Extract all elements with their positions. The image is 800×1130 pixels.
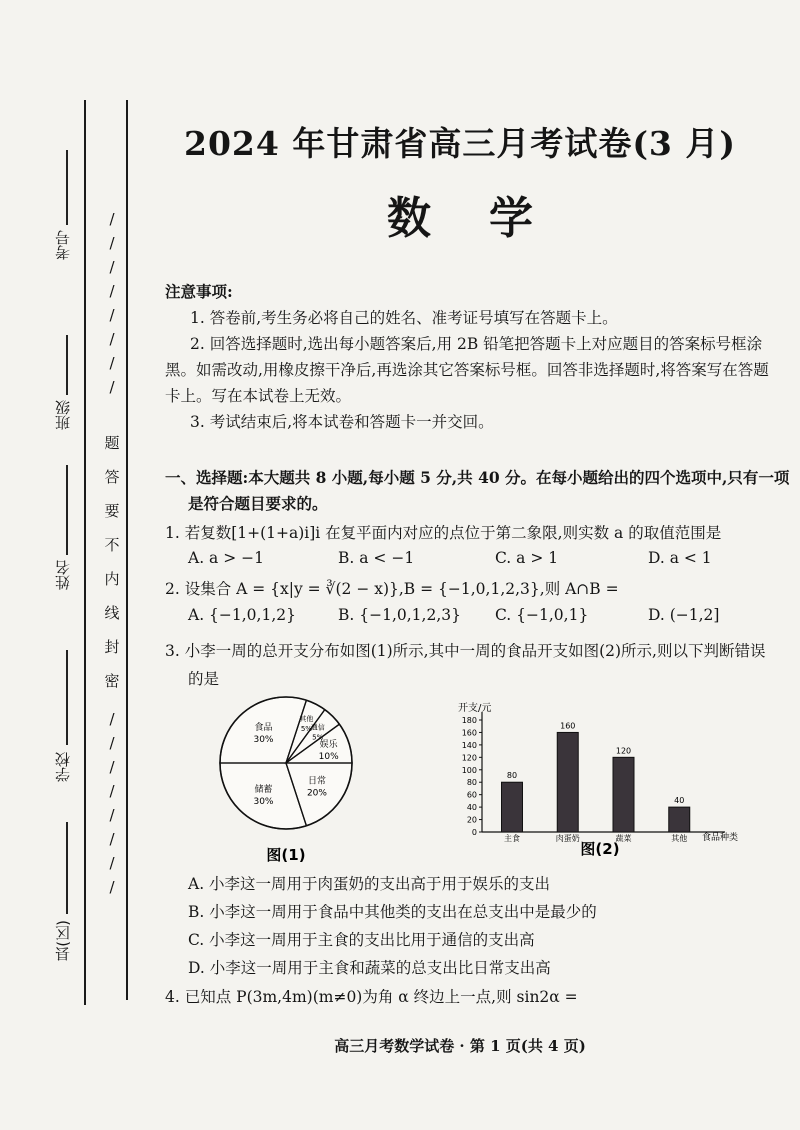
q1-option-d: D. a < 1 (648, 549, 712, 567)
q3-option-a: A. 小李这一周用于肉蛋奶的支出高于用于娱乐的支出 (188, 875, 551, 893)
bar-chart-title: 图(2) (580, 840, 620, 858)
q2-option-d: D. (−1,2] (648, 606, 720, 624)
bar-value-label-3: 120 (615, 746, 632, 756)
pie-value-3: 10% (318, 752, 339, 763)
pie-value-2: 5% (312, 733, 324, 742)
pie-label-4: 日常 (307, 776, 326, 787)
bar-category-label-4: 其他 (671, 834, 688, 843)
q2-option-a: A. {−1,0,1,2} (188, 606, 296, 624)
page-footer: 高三月考数学试卷 · 第 1 页(共 4 页) (334, 1037, 586, 1055)
bar-chart (440, 698, 770, 863)
bar-chart-ylabel: 开支/元 (458, 703, 492, 714)
notice-line-5: 3. 考试结束后,将本试卷和答题卡一并交回。 (190, 413, 494, 431)
pie-label-2: 通信 (310, 723, 325, 732)
pie-label-3: 娱乐 (319, 740, 338, 751)
notice-heading: 注意事项: (165, 282, 233, 301)
bar-value-label-1: 80 (506, 771, 518, 781)
bar-category-label-3: 蔬菜 (615, 834, 632, 843)
bar-2 (557, 732, 578, 832)
q3-stem: 3. 小李一周的总开支分布如图(1)所示,其中一周的食品开支如图(2)所示,则以下判断错误 (165, 642, 766, 660)
bar-y-tick-label: 120 (461, 753, 477, 763)
name-label: 姓名 (54, 560, 72, 590)
county-label: 县(区) (54, 920, 72, 962)
bar-y-tick-label: 160 (461, 728, 477, 738)
q2-option-c: C. {−1,0,1} (495, 606, 589, 624)
notice-line-2: 2. 回答选择题时,选出每小题答案后,用 2B 铅笔把答题卡上对应题目的答案标号框涂 (190, 335, 763, 353)
bar-3 (613, 757, 634, 832)
q3-option-b: B. 小李这一周用于食品中其他类的支出在总支出中是最少的 (188, 903, 597, 921)
pie-value-4: 20% (306, 788, 327, 799)
exam-number-line (66, 150, 68, 225)
bar-y-tick-label: 140 (461, 740, 477, 750)
bar-4 (669, 807, 690, 832)
pie-label-5: 储蓄 (254, 784, 273, 795)
pie-chart-title: 图(1) (266, 846, 306, 864)
subject-title: 数学 (387, 193, 591, 244)
seal-line-text: / / / / / / / / 题 答 要 不 内 线 封 密 / / / / / / / / (104, 210, 120, 896)
notice-line-4: 卡上。写在本试卷上无效。 (165, 387, 352, 405)
q1-option-c: C. a > 1 (495, 549, 559, 567)
bar-value-label-2: 160 (560, 721, 576, 731)
notice-line-3: 黑。如需改动,用橡皮擦干净后,再选涂其它答案标号框。回答非选择题时,将答案写在答题 (165, 361, 769, 379)
bar-1 (502, 782, 523, 832)
bar-y-tick-label: 100 (461, 765, 477, 775)
county-line (66, 822, 68, 914)
school-line (66, 650, 68, 745)
bar-category-label-1: 主食 (504, 834, 520, 843)
bar-y-tick-label: 60 (466, 790, 477, 800)
q1-option-b: B. a < −1 (338, 549, 415, 567)
bar-y-tick-label: 20 (466, 815, 477, 825)
bar-y-tick-label: 80 (466, 778, 477, 788)
exam-number-label: 考号 (54, 230, 72, 260)
q4-stem: 4. 已知点 P(3m,4m)(m≠0)为角 α 终边上一点,则 sin2α = (165, 988, 578, 1006)
q2-stem: 2. 设集合 A = {x|y = ∛(2 − x)},B = {−1,0,1,2,3},则 A∩B = (165, 580, 619, 598)
class-line (66, 335, 68, 395)
section-heading: 一、选择题:本大题共 8 小题,每小题 5 分,共 40 分。在每小题给出的四个选项中,只有一项 (165, 468, 790, 487)
bar-category-label-2: 肉蛋奶 (555, 834, 580, 843)
pie-value-1: 5% (300, 725, 312, 734)
q3-option-d: D. 小李这一周用于主食和蔬菜的总支出比日常支出高 (188, 959, 551, 977)
section-heading-cont: 是符合题目要求的。 (188, 494, 328, 513)
bar-y-tick-label: 40 (466, 803, 477, 813)
pie-label-1: 其他 (299, 715, 314, 724)
exam-title: 2024 年甘肃省高三月考试卷(3 月) (183, 124, 736, 163)
name-line (66, 465, 68, 555)
pie-label-6: 食品 (254, 723, 273, 734)
pie-value-6: 30% (253, 735, 274, 746)
class-label: 班级 (54, 400, 72, 430)
pie-value-5: 30% (253, 796, 274, 807)
pie-chart (208, 695, 378, 870)
notice-line-1: 1. 答卷前,考生务必将自己的姓名、准考证号填写在答题卡上。 (190, 309, 618, 327)
bar-chart-xlabel: 食品种类 (702, 833, 739, 843)
bar-y-tick-label: 0 (471, 828, 477, 837)
binding-border-left (84, 100, 86, 1005)
q3-option-c: C. 小李这一周用于主食的支出比用于通信的支出高 (188, 931, 535, 949)
school-label: 学校 (54, 752, 72, 782)
bar-y-tick-label: 180 (461, 716, 477, 725)
bar-value-label-4: 40 (674, 796, 685, 806)
q1-stem: 1. 若复数[1+(1+a)i]i 在复平面内对应的点位于第二象限,则实数 a 的取值范围是 (165, 524, 722, 542)
q1-option-a: A. a > −1 (188, 549, 264, 567)
q3-stem-cont: 的是 (188, 670, 220, 688)
q2-option-b: B. {−1,0,1,2,3} (338, 606, 461, 624)
